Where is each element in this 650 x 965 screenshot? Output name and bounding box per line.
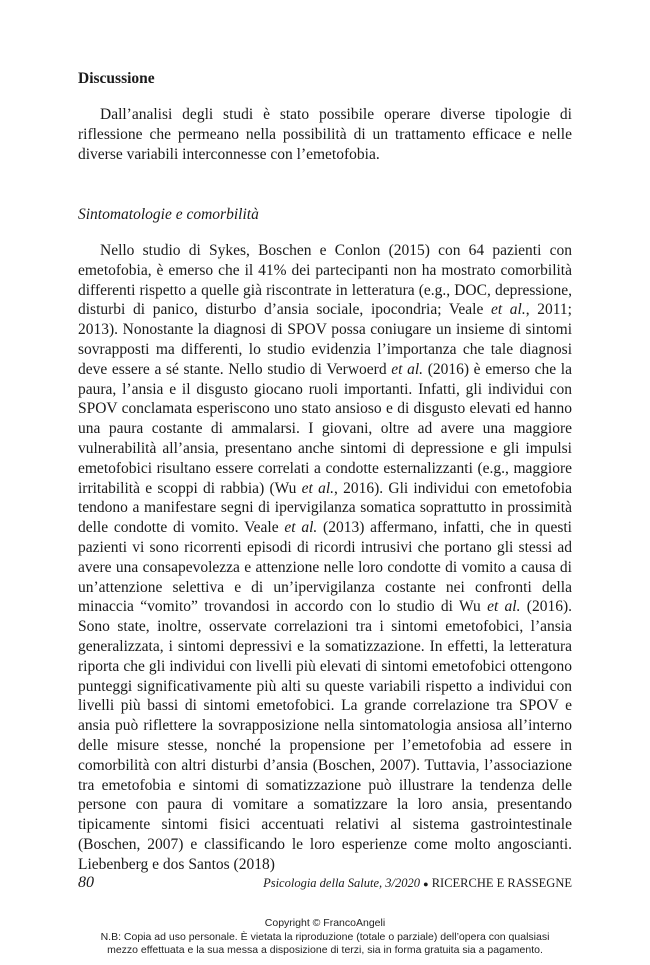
- body-text-segment-italic: et al.: [487, 598, 521, 616]
- subsection-title: Sintomatologie e comorbilità: [78, 206, 259, 223]
- journal-name: Psicologia della Salute, 3/2020: [263, 876, 421, 890]
- copyright-disclaimer-line: N.B: Copia ad uso personale. È vietata la riproduzione (totale o parziale) dell’opera con qualsiasi: [100, 930, 550, 943]
- body-text-segment: , 2016). Gli individui con emetofobia tendono a manifestare segni di ipervigilanza somatica soprattutto in prossimità delle condotte di vomito. Veale: [78, 479, 572, 537]
- intro-paragraph: Dall’analisi degli studi è stato possibile operare diverse tipologie di riflessione che permeano nella possibilità di un trattamento efficace e nelle diverse variabili interconnesse con l’emetofobia.: [78, 106, 572, 163]
- body-text-segment-italic: et al.: [301, 479, 334, 497]
- section-title: Discussione: [78, 70, 155, 87]
- running-footer: [263, 876, 572, 891]
- section-label: RICERCHE E RASSEGNE: [431, 876, 572, 890]
- copyright-disclaimer-line: mezzo effettuata e la sua messa a disposizione di terzi, sia in forma gratuita sia a pagamento.: [107, 944, 543, 956]
- body-text-segment: (2013) affermano, infatti, che in questi pazienti vi sono ricorrenti episodi di ricordi intrusivi che portano gli stessi ad avere una consapevolezza e attenzione nelle loro condotte di vomito a causa di un’attenzione selettiva e di un’ipervigilanza costante nei confronti della minaccia “vomito” trovandosi in accordo con lo studio di Wu: [78, 519, 572, 616]
- bullet-separator: ●: [423, 879, 429, 889]
- body-text-segment: (2016) è emerso che la paura, l’ansia e il disgusto giocano ruoli importanti. Infatti, gli individui con SPOV conclamata esperiscono uno stato ansioso e di disgusto elevati ed hanno una paura costante di ammalarsi. I giovani, oltre ad avere una maggiore vulnerabilità all’ansia, presentano anche sintomi di depressione e gli impulsi emetofobici risultano essere correlati a condotte esternalizzanti (e.g., maggiore irritabilità e scoppi di rabbia) (Wu: [78, 360, 572, 497]
- body-text-segment: Nello studio di Sykes, Boschen e Conlon (2015) con 64 pazienti con emetofobia, è emerso che il 41% dei partecipanti non ha mostrato comorbilità differenti rispetto a quelle già riscontrate in letteratura (e.g., DOC, depressione, disturbi di panico, disturbo d’ansia sociale, ipocondria; Veale: [78, 242, 572, 319]
- body-paragraph: [78, 241, 572, 875]
- page-footer: [78, 874, 572, 892]
- body-text-segment-italic: et al.: [284, 519, 318, 537]
- copyright-notice: [0, 917, 650, 958]
- body-text-segment: , 2011; 2013). Nonostante la diagnosi di SPOV possa coniugare un insieme di sintomi sovrapposti ma differenti, lo studio evidenzia l’importanza che tale diagnosi deve essere a sé stante. Nello studio di Verwoerd: [78, 301, 572, 378]
- body-text-segment-italic: et al.: [391, 360, 424, 378]
- copyright-line: Copyright © FrancoAngeli: [264, 917, 386, 929]
- page-number: 80: [78, 874, 94, 891]
- body-text-segment: (2016). Sono state, inoltre, osservate correlazioni tra i sintomi emetofobici, l’ansia generalizzata, i sintomi depressivi e la somatizzazione. In effetti, la letteratura riporta che gli individui con livelli più elevati di sintomi emetofobici ottengono punteggi significativamente più alti su queste variabili rispetto a individui con livelli più bassi di sintomi emetofobici. La grande correlazione tra SPOV e ansia può riflettere la sovrapposizione nella sintomatologia ansiosa all’interno delle misure stesse, nonché la propensione per l’emetofobia ad essere in comorbilità con altri disturbi d’ansia (Boschen, 2007). Tuttavia, l’associazione tra emetofobia e sintomi di somatizzazione può illustrare la tendenza delle persone con paura di vomitare a somatizzare la loro ansia, presentando tipicamente sintomi fisici accentuati relativi al sistema gastrointestinale (Boschen, 2007) e classificando le loro esperienze come molto angoscianti. Liebenberg e dos Santos (2018): [78, 598, 572, 873]
- body-text-segment-italic: et al.: [490, 301, 526, 319]
